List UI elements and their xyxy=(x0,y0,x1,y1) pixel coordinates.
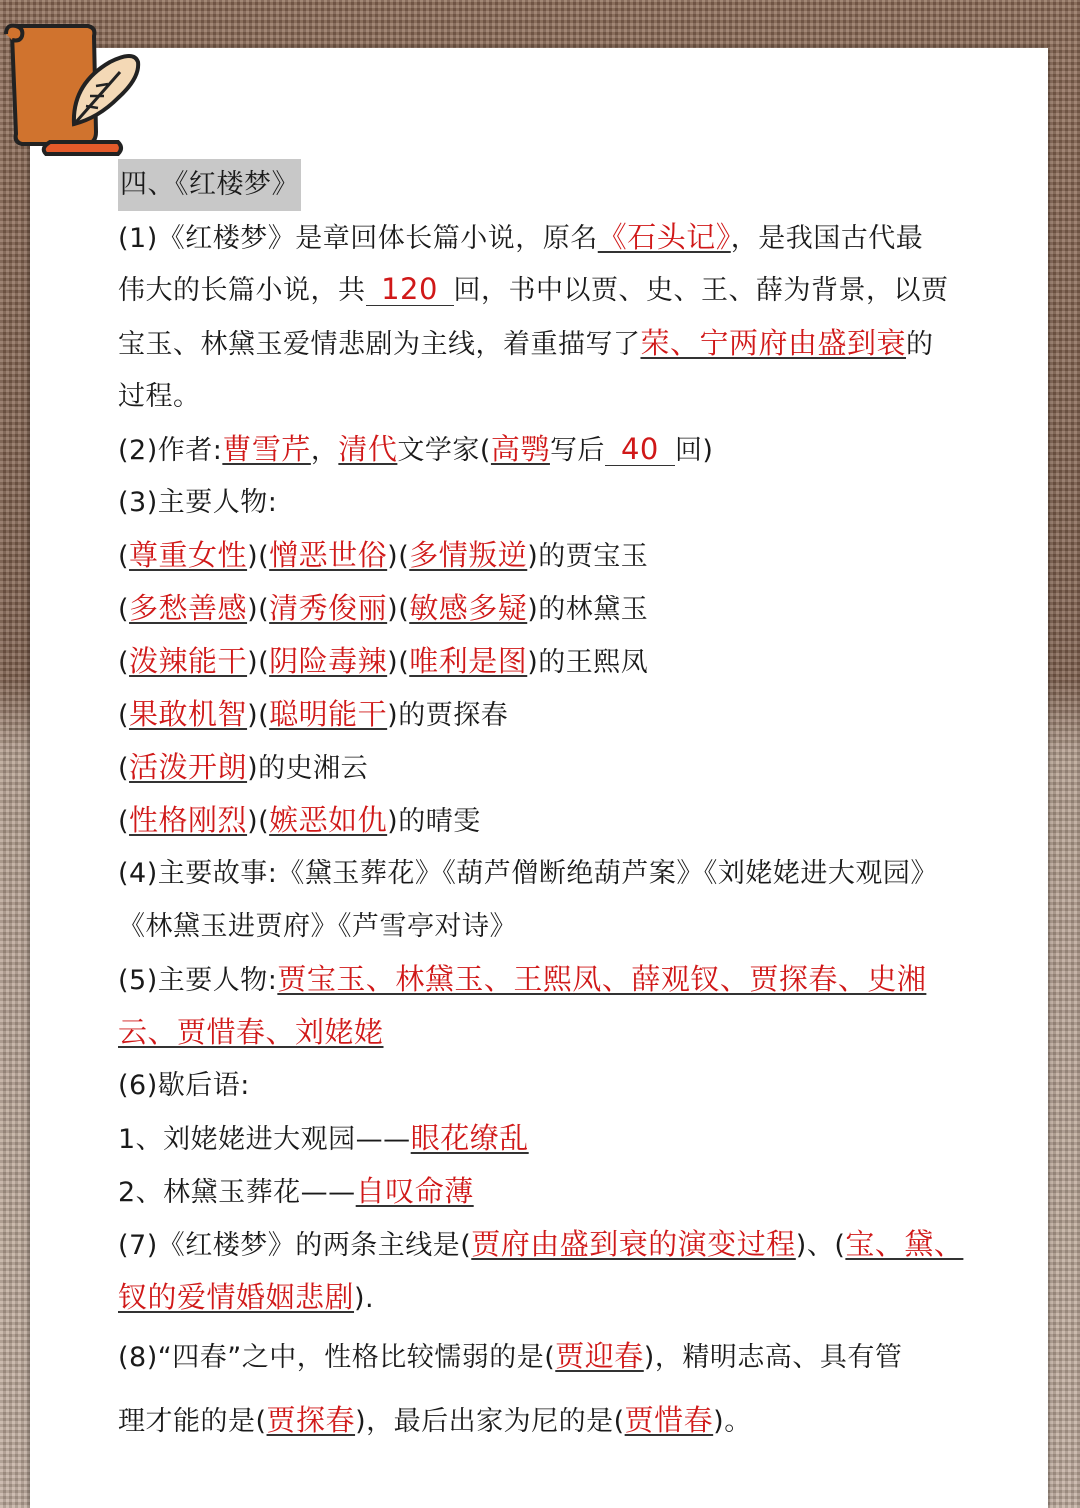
answer: 贾府由盛到衰的演变过程 xyxy=(471,1227,796,1261)
answer: 清代 xyxy=(338,432,398,466)
q5-line-1 xyxy=(118,953,968,1006)
trait-answer: 唯利是图 xyxy=(409,644,528,678)
q2-line xyxy=(118,423,968,476)
text: (5)主要人物: xyxy=(118,965,278,996)
character-row: (尊重女性)(憎恶世俗)(多情叛逆)的贾宝玉 xyxy=(118,538,649,572)
idiom-row xyxy=(118,1165,968,1218)
text: (3)主要人物: xyxy=(118,487,278,518)
q4-line-1 xyxy=(118,847,968,900)
q8-line-2 xyxy=(118,1388,968,1452)
q1-line-4 xyxy=(118,370,968,423)
q6-title xyxy=(118,1059,968,1112)
answer: 《石头记》 xyxy=(597,220,731,254)
character-row: (性格刚烈)(嫉恶如仇)的晴雯 xyxy=(118,803,481,837)
trait-answer: 敏感多疑 xyxy=(409,591,528,625)
text: )。 xyxy=(713,1406,752,1437)
trait-answer: 憎恶世俗 xyxy=(269,538,388,572)
text: 《林黛玉进贾府》《芦雪亭对诗》 xyxy=(118,911,517,942)
section-heading: 四、《红楼梦》 xyxy=(118,159,301,211)
answer: 高鹗 xyxy=(490,432,550,466)
character-name: 的贾宝玉 xyxy=(538,541,649,572)
q1-line-2 xyxy=(118,264,968,317)
q3-title xyxy=(118,476,968,529)
character-row: (果敢机智)(聪明能干)的贾探春 xyxy=(118,697,509,731)
trait-answer: 果敢机智 xyxy=(129,697,248,731)
trait-answer: 尊重女性 xyxy=(129,538,248,572)
text: ，是我国古代最 xyxy=(730,223,924,254)
answer: 自叹命薄 xyxy=(355,1174,474,1208)
answer: 钗的爱情婚姻悲剧 xyxy=(118,1280,355,1314)
character-row: (多愁善感)(清秀俊丽)(敏感多疑)的林黛玉 xyxy=(118,591,649,625)
trait-answer: 清秀俊丽 xyxy=(269,591,388,625)
text: 写后 xyxy=(549,435,605,466)
answer: 贾惜春 xyxy=(624,1403,714,1437)
text: 理才能的是( xyxy=(118,1406,267,1437)
answer: 宝、黛、 xyxy=(845,1227,964,1261)
text: 宝玉、林黛玉爱情悲剧为主线，着重描写了 xyxy=(118,329,641,360)
answer-blank: 40 xyxy=(605,433,675,466)
text: (4)主要故事:《黛玉葬花》《葫芦僧断绝葫芦案》《刘姥姥进大观园》 xyxy=(118,858,938,889)
text: (2)作者: xyxy=(118,435,223,466)
document-body xyxy=(118,158,968,1452)
answer: 云、贾惜春、刘姥姥 xyxy=(118,1015,384,1049)
character-row: (泼辣能干)(阴险毒辣)(唯利是图)的王熙凤 xyxy=(118,644,649,678)
text: (8)“四春”之中，性格比较懦弱的是( xyxy=(118,1342,556,1373)
answer: 贾探春 xyxy=(266,1403,356,1437)
text: ， xyxy=(310,435,339,466)
text: 伟大的长篇小说，共 xyxy=(118,275,366,306)
trait-answer: 聪明能干 xyxy=(269,697,388,731)
character-row: (活泼开朗)的史湘云 xyxy=(118,750,369,784)
q4-line-2 xyxy=(118,900,968,953)
text: (6)歇后语: xyxy=(118,1070,250,1101)
answer-blank: 120 xyxy=(366,273,454,306)
trait-answer: 性格刚烈 xyxy=(129,803,248,837)
text: )，精明志高、具有管 xyxy=(643,1342,903,1373)
character-name: 的贾探春 xyxy=(398,700,509,731)
text: )、( xyxy=(795,1230,846,1261)
text: 过程。 xyxy=(118,381,201,412)
character-name: 的林黛玉 xyxy=(538,594,649,625)
character-name: 的王熙凤 xyxy=(538,647,649,678)
character-name: 的史湘云 xyxy=(258,753,369,784)
q1-line-1 xyxy=(118,211,968,264)
text: 1、刘姥姥进大观园—— xyxy=(118,1124,411,1155)
section-heading-line xyxy=(118,158,968,211)
answer: 荣、宁两府由盛到衰 xyxy=(640,326,907,360)
q7-line-1 xyxy=(118,1218,968,1271)
text: 回) xyxy=(674,435,714,466)
trait-answer: 嫉恶如仇 xyxy=(269,803,388,837)
q7-line-2 xyxy=(118,1271,968,1324)
text: 2、林黛玉葬花—— xyxy=(118,1177,356,1208)
text: )，最后出家为尼的是( xyxy=(355,1406,625,1437)
q1-line-3 xyxy=(118,317,968,370)
text: (1)《红楼梦》是章回体长篇小说，原名 xyxy=(118,223,598,254)
answer: 贾宝玉、林黛玉、王熙凤、薛观钗、贾探春、史湘 xyxy=(277,962,927,996)
text: 文学家( xyxy=(397,435,491,466)
scroll-quill-icon xyxy=(0,14,150,164)
trait-answer: 多情叛逆 xyxy=(409,538,528,572)
idiom-row xyxy=(118,1112,968,1165)
trait-answer: 活泼开朗 xyxy=(129,750,248,784)
answer: 曹雪芹 xyxy=(222,432,311,466)
answer: 眼花缭乱 xyxy=(410,1121,529,1155)
text: 的 xyxy=(906,329,934,360)
q5-line-2 xyxy=(118,1006,968,1059)
text: ). xyxy=(354,1283,375,1314)
trait-answer: 阴险毒辣 xyxy=(269,644,388,678)
text: (7)《红楼梦》的两条主线是( xyxy=(118,1230,472,1261)
trait-answer: 多愁善感 xyxy=(129,591,248,625)
trait-answer: 泼辣能干 xyxy=(129,644,248,678)
q8-line-1 xyxy=(118,1324,968,1388)
answer: 贾迎春 xyxy=(555,1339,644,1373)
character-name: 的晴雯 xyxy=(398,806,481,837)
text: 回，书中以贾、史、王、薛为背景，以贾 xyxy=(453,275,949,306)
